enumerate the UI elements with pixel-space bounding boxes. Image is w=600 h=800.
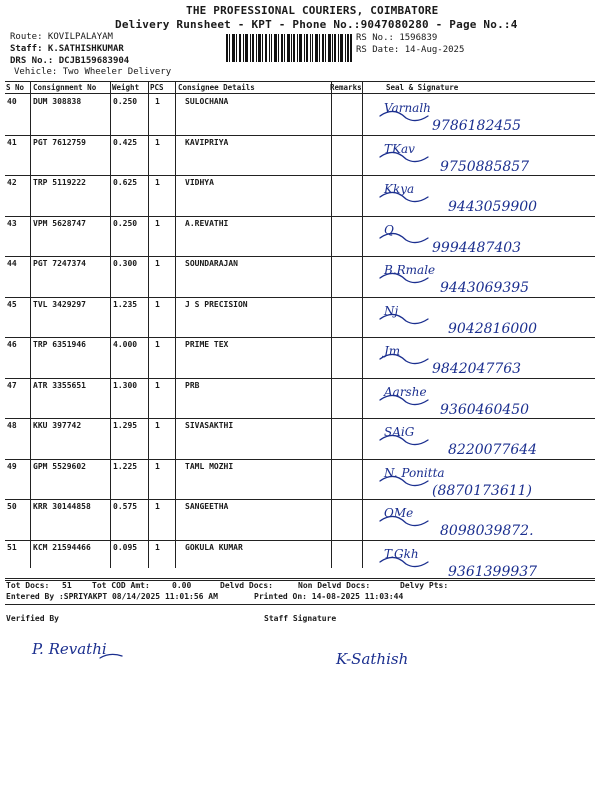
- handwritten-name: Varnalh: [384, 101, 431, 115]
- row-seal-signature: [372, 501, 598, 545]
- handwritten-name: Kkya: [384, 182, 415, 196]
- row-consignee-name: PRB: [185, 380, 200, 390]
- row-sno: 42: [7, 178, 17, 187]
- barcode: [226, 34, 352, 62]
- row-consignee-name: SIVASAKTHI: [185, 421, 234, 430]
- row-weight: 1.295: [113, 421, 138, 430]
- handwritten-phone: (8870173611): [432, 482, 532, 499]
- row-seal-signature: [372, 339, 598, 383]
- handwritten-phone: 9361399937: [448, 563, 538, 580]
- row-consignee-name: TAML MOZHI: [185, 461, 234, 471]
- row-sno: 50: [7, 502, 17, 511]
- handwritten-name: OMe: [384, 506, 414, 520]
- delvy-pts: Delvy Pts:: [400, 581, 449, 590]
- handwritten-name: Q: [384, 222, 394, 237]
- column-header-consignment: Consignment No: [33, 83, 97, 92]
- row-consignment-no: PGT 7247374: [33, 259, 86, 268]
- company-name: THE PROFESSIONAL COURIERS, COIMBATORE: [186, 4, 439, 17]
- handwritten-phone: 9750885857: [440, 158, 530, 175]
- rs-number: RS No.: 1596839: [356, 33, 438, 43]
- row-seal-signature: [372, 258, 598, 302]
- row-pcs: 1: [155, 259, 160, 268]
- route: Route: KOVILPALAYAM: [10, 32, 113, 42]
- row-weight: 0.250: [113, 218, 138, 228]
- verifier-signature: [30, 628, 150, 668]
- column-header-seal-signature: Seal & Signature: [386, 83, 459, 92]
- table-top-rule: [5, 81, 595, 82]
- row-consignment-no: TVL 3429297: [33, 299, 86, 309]
- totals-bottom-rule: [5, 604, 595, 605]
- entered-by: Entered By :SPRIYAKPT 08/14/2025 11:01:56 AM: [6, 592, 218, 601]
- row-separator: [5, 499, 595, 500]
- row-seal-signature: [372, 96, 598, 140]
- handwritten-phone: 8098039872.: [440, 523, 534, 539]
- row-separator: [5, 418, 595, 419]
- row-consignment-no: KCM 21594466: [33, 542, 91, 552]
- handwritten-name: Nj: [384, 303, 399, 318]
- handwritten-name: N. Ponitta: [384, 465, 445, 480]
- column-header-weight: Weight: [112, 83, 140, 92]
- row-weight: 0.575: [113, 502, 138, 511]
- col-divider-sno: [30, 82, 31, 568]
- row-pcs: 1: [155, 340, 160, 349]
- tot-cod-value: 0.00: [172, 581, 192, 590]
- delvd-docs: Delvd Docs:: [220, 581, 273, 590]
- row-consignment-no: ATR 3355651: [33, 380, 86, 390]
- row-consignee-name: KAVIPRIYA: [185, 137, 229, 147]
- handwritten-name: T.Gkh: [384, 546, 419, 561]
- printed-on: Printed On: 14-08-2025 11:03:44: [254, 592, 404, 601]
- column-header-sno: S No: [6, 83, 25, 92]
- row-consignee-name: SULOCHANA: [185, 97, 229, 106]
- row-pcs: 1: [155, 502, 160, 511]
- row-consignee-name: SOUNDARAJAN: [185, 259, 238, 268]
- handwritten-phone: 9443059900: [448, 199, 538, 215]
- row-weight: 0.425: [113, 137, 138, 147]
- row-weight: 4.000: [113, 340, 138, 349]
- row-consignment-no: KKU 397742: [33, 421, 82, 430]
- row-consignment-no: VPM 5628747: [33, 218, 86, 228]
- row-sno: 49: [7, 461, 17, 471]
- row-weight: 1.300: [113, 380, 138, 390]
- col-divider-remarks: [362, 82, 363, 568]
- row-pcs: 1: [155, 380, 160, 390]
- row-separator: [5, 459, 595, 460]
- row-consignee-name: SANGEETHA: [185, 502, 229, 511]
- row-sno: 41: [7, 137, 17, 147]
- row-separator: [5, 216, 595, 217]
- staff-name: Staff: K.SATHISHKUMAR: [10, 44, 124, 54]
- row-consignee-name: J S PRECISION: [185, 299, 248, 309]
- row-separator: [5, 297, 595, 298]
- tot-cod-label: Tot COD Amt:: [92, 581, 150, 590]
- row-seal-signature: [372, 218, 598, 262]
- staff-signature: [334, 640, 454, 680]
- row-sno: 45: [7, 299, 17, 309]
- column-header-consignee: Consignee Details: [178, 83, 255, 92]
- vehicle: Vehicle: Two Wheeler Delivery: [14, 67, 172, 77]
- row-pcs: 1: [155, 421, 160, 430]
- handwritten-name: B.Rmale: [384, 263, 436, 277]
- row-consignment-no: GPM 5529602: [33, 461, 86, 471]
- totals-top-rule: [5, 578, 595, 579]
- row-separator: [5, 135, 595, 136]
- row-seal-signature: [372, 461, 598, 505]
- row-sno: 43: [7, 218, 17, 228]
- svg-text:P. Revathi: P. Revathi: [32, 640, 107, 658]
- handwritten-phone: 8220077644: [448, 442, 538, 458]
- col-divider-consignee: [331, 82, 332, 568]
- col-divider-consignment: [110, 82, 111, 568]
- row-seal-signature: [372, 177, 598, 221]
- handwritten-name: TKav: [384, 141, 415, 156]
- handwritten-name: Aarshe: [384, 384, 427, 399]
- row-pcs: 1: [155, 461, 160, 471]
- column-header-pcs: PCS: [150, 83, 164, 92]
- row-consignee-name: VIDHYA: [185, 178, 214, 187]
- row-consignment-no: PGT 7612759: [33, 137, 86, 147]
- row-consignee-name: GOKULA KUMAR: [185, 542, 243, 552]
- non-delvd-docs: Non Delvd Docs:: [298, 581, 371, 590]
- row-seal-signature: [372, 420, 598, 464]
- handwritten-phone: 9443069395: [440, 280, 530, 296]
- handwritten-phone: 9786182455: [432, 118, 522, 134]
- row-consignee-name: PRIME TEX: [185, 340, 229, 349]
- row-pcs: 1: [155, 97, 160, 106]
- row-separator: [5, 175, 595, 176]
- row-sno: 40: [7, 97, 17, 106]
- column-header-remarks: Remarks: [330, 83, 362, 92]
- row-consignment-no: DUM 308838: [33, 97, 82, 106]
- row-consignment-no: TRP 6351946: [33, 340, 86, 349]
- handwritten-name: SAiG: [384, 425, 415, 439]
- row-pcs: 1: [155, 299, 160, 309]
- tot-docs-value: 51: [62, 581, 72, 590]
- handwritten-name: Jm: [384, 344, 401, 358]
- handwritten-phone: 9042816000: [448, 320, 538, 337]
- verified-by-label: Verified By: [6, 614, 59, 623]
- row-weight: 1.225: [113, 461, 138, 471]
- row-consignment-no: KRR 30144858: [33, 502, 91, 511]
- row-weight: 0.625: [113, 178, 138, 187]
- handwritten-phone: 9994487403: [432, 239, 522, 256]
- row-separator: [5, 256, 595, 257]
- row-sno: 44: [7, 259, 17, 268]
- row-seal-signature: [372, 380, 598, 424]
- row-seal-signature: [372, 137, 598, 181]
- handwritten-phone: 9360460450: [440, 401, 530, 418]
- row-consignment-no: TRP 5119222: [33, 178, 86, 187]
- row-weight: 0.095: [113, 542, 138, 552]
- row-sno: 48: [7, 421, 17, 430]
- row-pcs: 1: [155, 218, 160, 228]
- row-sno: 47: [7, 380, 17, 390]
- staff-signature-label: Staff Signature: [264, 614, 337, 623]
- row-pcs: 1: [155, 137, 160, 147]
- row-separator: [5, 337, 595, 338]
- col-divider-pcs: [175, 82, 176, 568]
- row-sno: 51: [7, 542, 17, 552]
- col-divider-weight: [148, 82, 149, 568]
- runsheet-subtitle: Delivery Runsheet - KPT - Phone No.:9047080280 - Page No.:4: [115, 18, 518, 31]
- svg-text:K-Sathish: K-Sathish: [336, 650, 409, 668]
- drs-number: DRS No.: DCJB159683904: [10, 56, 130, 66]
- row-weight: 0.300: [113, 259, 138, 268]
- row-weight: 0.250: [113, 97, 138, 106]
- row-separator: [5, 378, 595, 379]
- tot-docs-label: Tot Docs:: [6, 581, 50, 590]
- rs-date: RS Date: 14-Aug-2025: [356, 45, 465, 55]
- table-header-rule: [5, 93, 595, 94]
- row-sno: 46: [7, 340, 17, 349]
- row-seal-signature: [372, 299, 598, 343]
- row-separator: [5, 540, 595, 541]
- row-pcs: 1: [155, 542, 160, 552]
- handwritten-phone: 9842047763: [432, 361, 522, 377]
- row-consignee-name: A.REVATHI: [185, 218, 229, 228]
- row-pcs: 1: [155, 178, 160, 187]
- row-weight: 1.235: [113, 299, 138, 309]
